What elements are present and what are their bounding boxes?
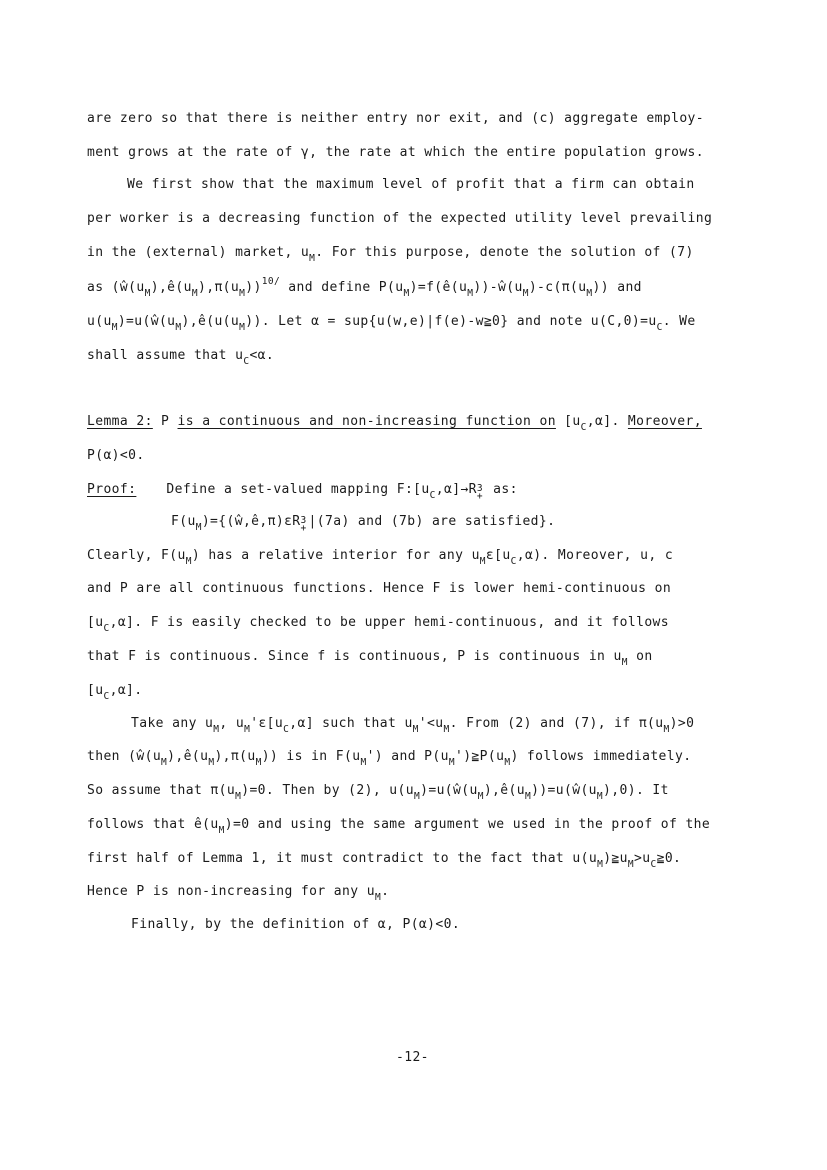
text-line: as $(ŵ(u_M),ê(u_M),\pi(u_M))^{10/}$ and define $P(u_M)=f(ê(u_M))-ŵ(u_M)-c(\pi(u_M))$ and <box>87 276 642 299</box>
text-line: So assume that $\pi(u_M)=0$. Then by (2), $u(u_M)=u(ŵ(u_M),ê(u_M))=u(ŵ(u_M),0)$. It <box>87 783 669 802</box>
text-line: $F(u_M)=\{(ŵ,ê,\pi)\varepsilon R$ 3 + |(7a) and (7b) are satisfied}. <box>171 514 556 534</box>
text-line: P(α)<0. <box>87 448 145 463</box>
text-line: then $(ŵ(u_M),ê(u_M),\pi(u_M))$ is in $F(u_M')$ and $P(u_M')≧P(u_M)$ follows immediately. <box>87 749 692 768</box>
text-line: $[u_C,\alpha]$. <box>87 683 143 702</box>
text-line: and P are all continuous functions. Hence F is lower hemi-continuous on <box>87 581 672 596</box>
page-number: -12- <box>396 1050 429 1065</box>
proof-heading: Proof: Define a set-valued mapping $F:[u_C,\alpha]\to R$ 3 + as: <box>87 482 518 502</box>
text-line: first half of Lemma 1, it must contradict to the fact that $u(u_M)≧u_M>u_C≧0$. <box>87 851 682 870</box>
text-line: that F is continuous. Since f is continuous, P is continuous in $u_M$ on <box>87 649 653 668</box>
text-line: per worker is a decreasing function of the expected utility level prevailing <box>87 211 713 226</box>
text-line: $u(u_M)=u(ŵ(u_M),ê(u(u_M))$. Let α = sup{u(w,e)|f(e)-w≧0} and note $u(C,0)=u_C$. We <box>87 314 696 333</box>
text-line: Finally, by the definition of α, P(α)<0. <box>131 917 461 932</box>
text-line: $[u_C,\alpha]$. F is easily checked to be upper hemi-continuous, and it follows <box>87 615 670 634</box>
lemma-heading: Lemma 2: P is a continuous and non-increasing function on $[u_C,\alpha]$. Moreover, <box>87 414 702 433</box>
text-line: follows that $ê(u_M)=0$ and using the same argument we used in the proof of the <box>87 817 711 836</box>
text-line: shall assume that $u_C<\alpha$. <box>87 348 275 367</box>
text-line: We first show that the maximum level of profit that a firm can obtain <box>127 177 695 192</box>
text-line: Hence P is non-increasing for any $u_M$. <box>87 884 390 903</box>
text-line: in the (external) market, $u_M$. For this purpose, denote the solution of (7) <box>87 245 694 264</box>
text-line: Take any $u_M$, $u_M'\varepsilon[u_C,\alpha]$ such that $u_M'<u_M$. From (2) and (7), if $\pi(u_M)>0$ <box>131 716 695 735</box>
text-line: ment grows at the rate of γ, the rate at which the entire population grows. <box>87 145 704 160</box>
text-line: are zero so that there is neither entry nor exit, and (c) aggregate employ- <box>87 111 704 126</box>
text-line: Clearly, $F(u_M)$ has a relative interior for any $u_M\varepsilon[u_C,\alpha)$. Moreover, u, c <box>87 548 674 567</box>
